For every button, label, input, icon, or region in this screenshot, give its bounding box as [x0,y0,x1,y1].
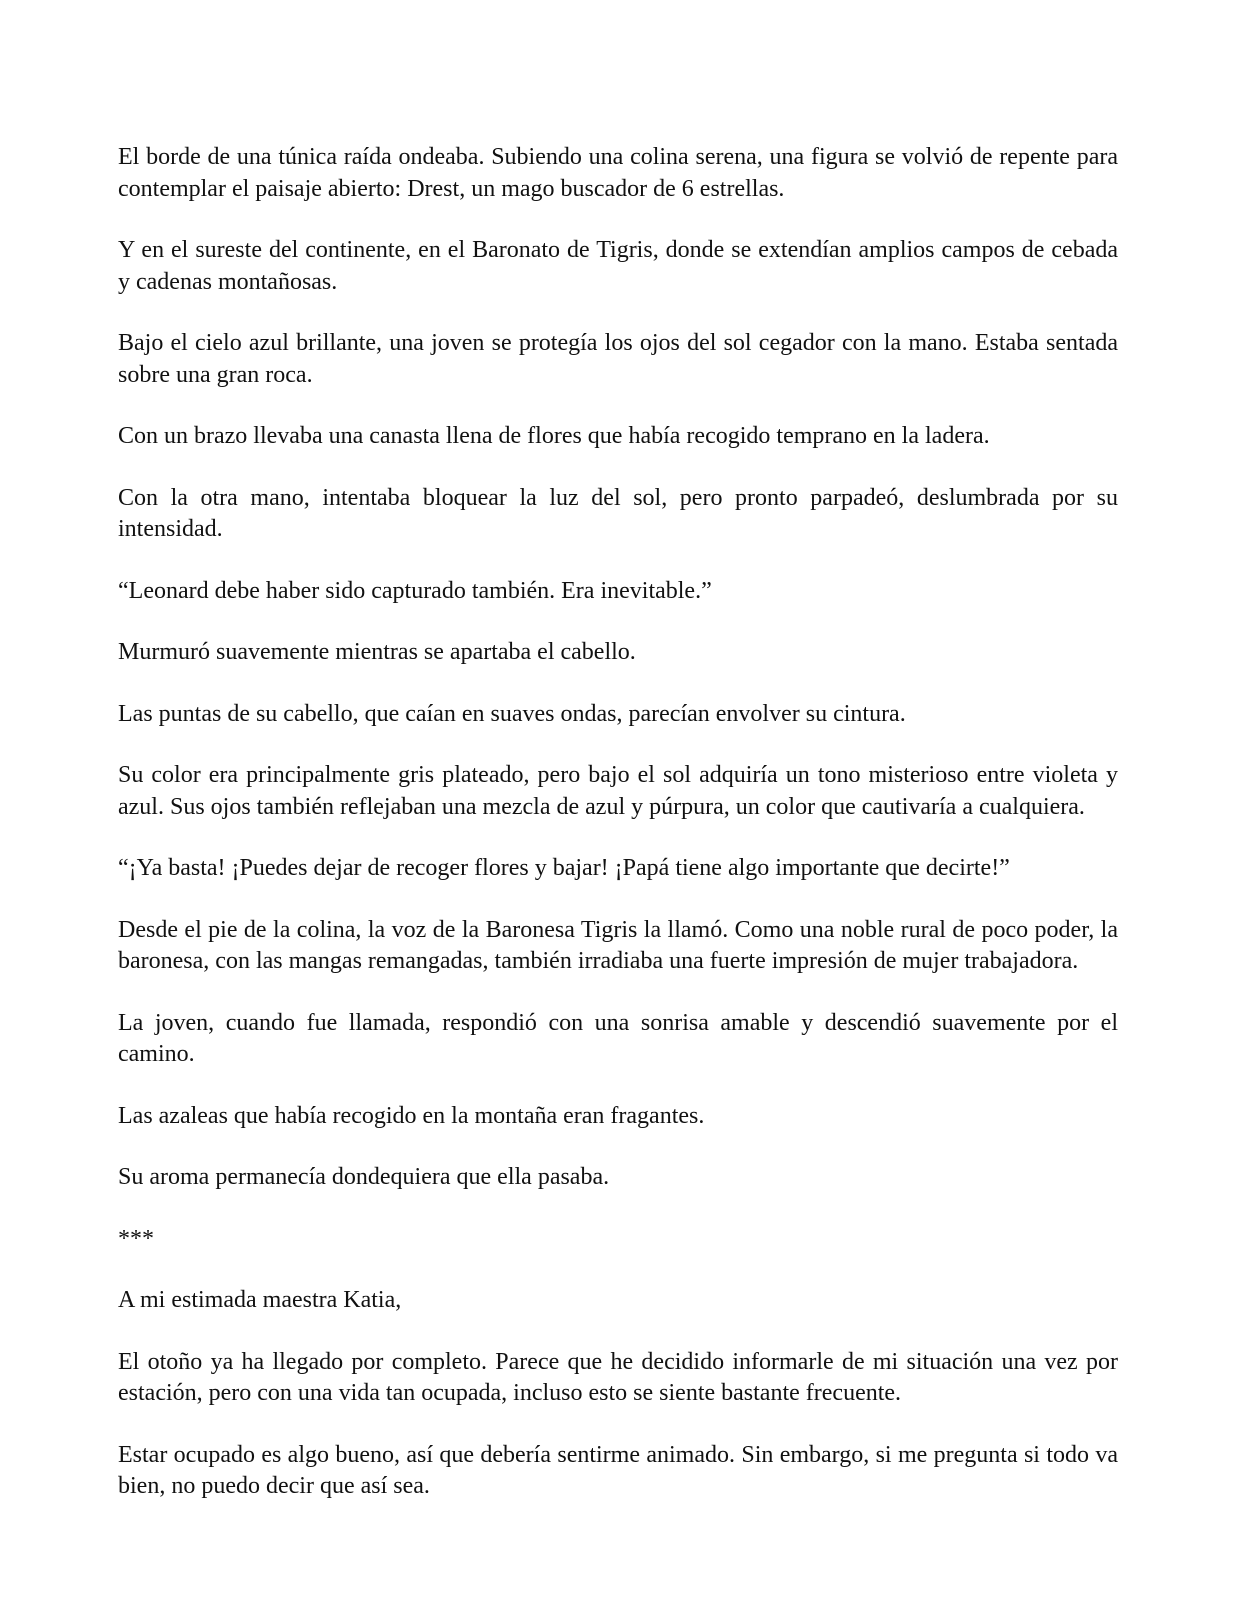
section-break: *** [118,1225,154,1252]
document-page [118,142,1118,1533]
paragraph: Estar ocupado es algo bueno, así que debería sentirme animado. Sin embargo, si me pregunta si todo va bien, no puedo decir que así sea. [118,1441,1118,1499]
paragraph: Las azaleas que había recogido en la montaña eran fragantes. [118,1102,705,1129]
paragraph: El otoño ya ha llegado por completo. Parece que he decidido informarle de mi situación una vez por estación, pero con una vida tan ocupada, incluso esto se siente bastante frecuente. [118,1348,1118,1406]
paragraph: Con un brazo llevaba una canasta llena de flores que había recogido temprano en la ladera. [118,423,990,449]
paragraph: El borde de una túnica raída ondeaba. Subiendo una colina serena, una figura se volvió de repente para contemplar el paisaje abierto: Drest, un mago buscador de 6 estrellas. [118,144,1118,202]
paragraph: La joven, cuando fue llamada, respondió con una sonrisa amable y descendió suavemente por el camino. [118,1009,1118,1067]
paragraph: Su aroma permanecía dondequiera que ella pasaba. [118,1164,610,1190]
dialogue-paragraph: “Leonard debe haber sido capturado también. Era inevitable.” [118,577,712,604]
paragraph: Murmuró suavemente mientras se apartaba el cabello. [118,639,636,665]
paragraph: Con la otra mano, intentaba bloquear la luz del sol, pero pronto parpadeó, deslumbrada por su intensidad. [118,484,1118,542]
paragraph: Las puntas de su cabello, que caían en suaves ondas, parecían envolver su cintura. [118,700,906,727]
letter-salutation: A mi estimada maestra Katia, [118,1287,402,1313]
paragraph: Bajo el cielo azul brillante, una joven se protegía los ojos del sol cegador con la mano. Estaba sentada sobre una gran roca. [118,330,1118,388]
paragraph: Y en el sureste del continente, en el Baronato de Tigris, donde se extendían amplios campos de cebada y cadenas montañosas. [118,237,1118,295]
paragraph: Desde el pie de la colina, la voz de la Baronesa Tigris la llamó. Como una noble rural de poco poder, la baronesa, con las mangas remangadas, también irradiaba una fuerte impresión de mujer trabajadora. [118,916,1118,974]
paragraph: Su color era principalmente gris plateado, pero bajo el sol adquiría un tono misterioso entre violeta y azul. Sus ojos también reflejaban una mezcla de azul y púrpura, un color que cautivaría a cualquiera. [118,762,1118,820]
dialogue-paragraph: “¡Ya basta! ¡Puedes dejar de recoger flores y bajar! ¡Papá tiene algo importante que decirte!” [118,855,1010,881]
